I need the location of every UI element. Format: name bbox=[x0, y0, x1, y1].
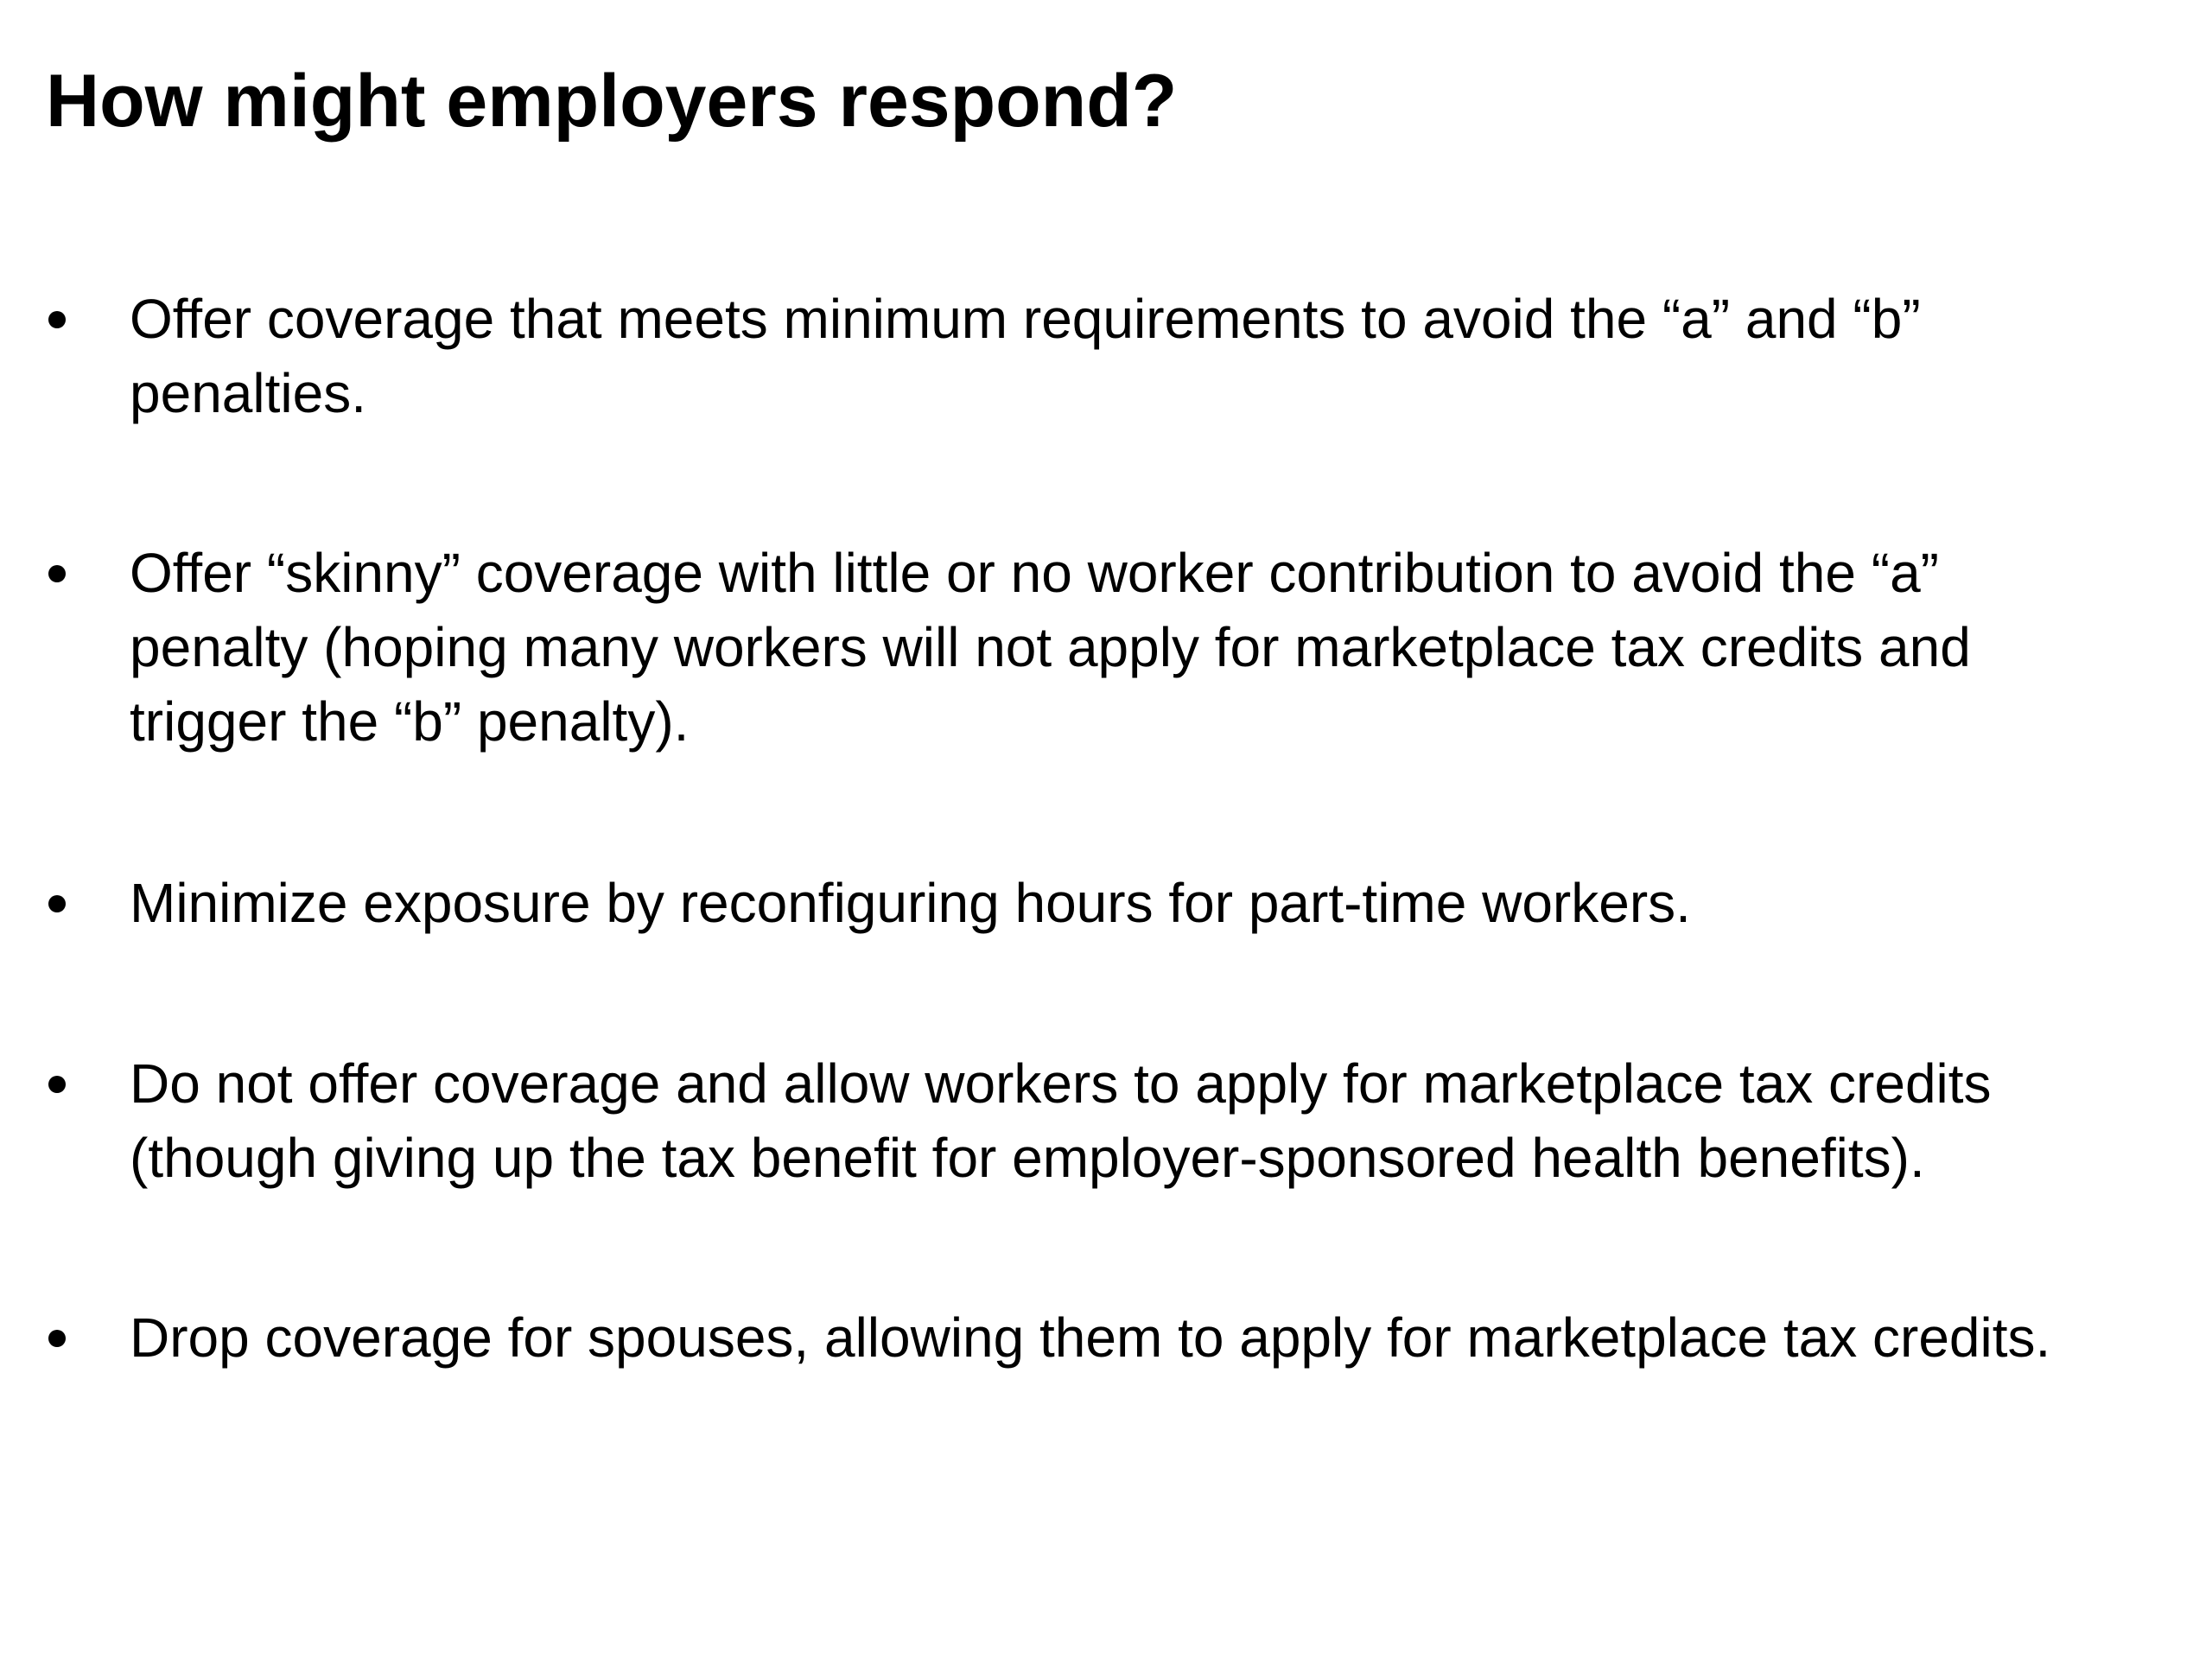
bullet-line: Do not offer coverage and allow workers to apply for marketplace tax credits bbox=[130, 1052, 1992, 1115]
bullet-dot-icon bbox=[48, 1330, 66, 1347]
bullet-dot-icon bbox=[48, 1076, 66, 1093]
bullet-text bbox=[130, 1046, 2152, 1195]
bullet-dot-icon bbox=[48, 895, 66, 912]
slide-title: How might employers respond? bbox=[46, 60, 1178, 143]
bullet-line: Minimize exposure by reconfiguring hours for part-time workers. bbox=[130, 872, 1691, 934]
bullet-text bbox=[130, 536, 2152, 759]
bullet-line: trigger the “b” penalty). bbox=[130, 690, 690, 753]
bullet-line: Offer “skinny” coverage with little or no worker contribution to avoid the “a” bbox=[130, 542, 1939, 604]
bullet-dot-icon bbox=[48, 565, 66, 582]
bullet-text bbox=[130, 866, 2152, 940]
bullet-line: penalty (hoping many workers will not apply for marketplace tax credits and bbox=[130, 616, 1971, 678]
bullet-dot-icon bbox=[48, 311, 66, 328]
bullet-text bbox=[130, 1300, 2152, 1375]
bullet-line: (though giving up the tax benefit for employer-sponsored health benefits). bbox=[130, 1127, 1925, 1189]
bullet-text bbox=[130, 282, 2152, 430]
bullet-line: Offer coverage that meets minimum requirements to avoid the “a” and “b” bbox=[130, 288, 1921, 350]
bullet-line: Drop coverage for spouses, allowing them to apply for marketplace tax credits. bbox=[130, 1306, 2051, 1369]
bullet-line: penalties. bbox=[130, 362, 366, 424]
